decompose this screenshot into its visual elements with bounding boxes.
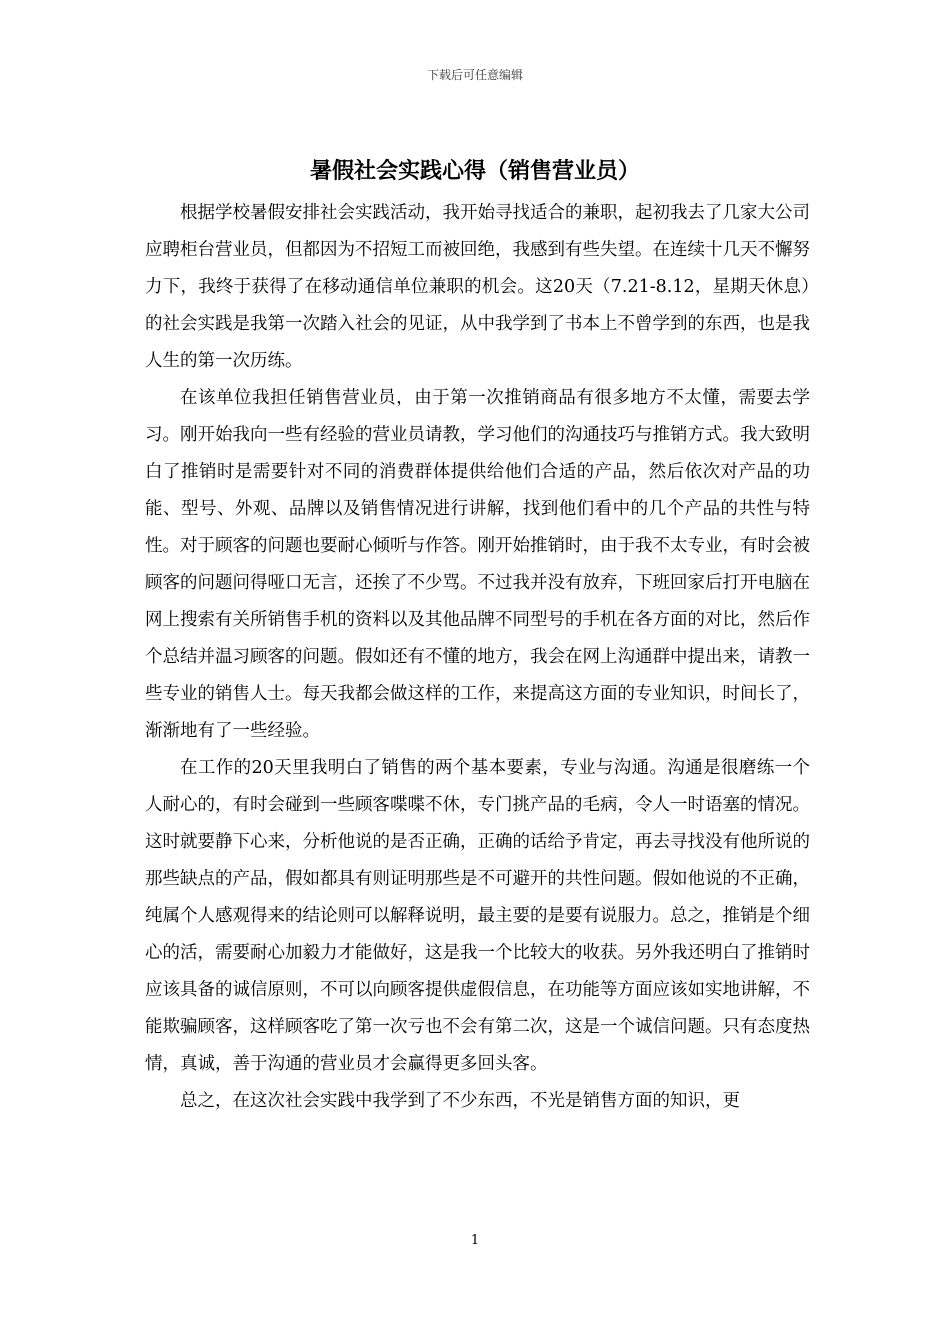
document-title: 暑假社会实践心得（销售营业员） (309, 158, 640, 184)
paragraph: 根据学校暑假安排社会实践活动，我开始寻找适合的兼职，起初我去了几家大公司应聘柜台营业员，但都因为不招短工而被回绝，我感到有些失望。在连续十几天不懈努力下，我终于获得了在移动通信单位兼职的机会。这20天（7.21-8.12，星期天休息）的社会实践是我第一次踏入社会的见证，从中我学到了书本上不曾学到的东西，也是我人生的第一次历练。 (145, 203, 810, 371)
paragraph: 总之，在这次社会实践中我学到了不少东西，不光是销售方面的知识，更 (180, 1091, 740, 1111)
paragraph: 在该单位我担任销售营业员，由于第一次推销商品有很多地方不太懂，需要去学习。刚开始我向一些有经验的营业员请教，学习他们的沟通技巧与推销方式。我大致明白了推销时是需要针对不同的消费群体提供给他们合适的产品，然后依次对产品的功能、型号、外观、品牌以及销售情况进行讲解，找到他们看中的几个产品的共性与特性。对于顾客的问题也要耐心倾听与作答。刚开始推销时，由于我不太专业，有时会被顾客的问题问得哑口无言，还挨了不少骂。不过我并没有放弃，下班回家后打开电脑在网上搜索有关所销售手机的资料以及其他品牌不同型号的手机在各方面的对比，然后作个总结并温习顾客的问题。假如还有不懂的地方，我会在网上沟通群中提出来，请教一些专业的销售人士。每天我都会做这样的工作，来提高这方面的专业知识，时间长了，渐渐地有了一些经验。 (145, 388, 810, 741)
page-number: 1 (470, 1233, 480, 1248)
paragraph: 在工作的20天里我明白了销售的两个基本要素，专业与沟通。沟通是很磨练一个人耐心的，有时会碰到一些顾客喋喋不休，专门挑产品的毛病，令人一时语塞的情况。这时就要静下心来，分析他说的是否正确，正确的话给予肯定，再去寻找没有他所说的那些缺点的产品，假如都具有则证明那些是不可避开的共性问题。假如他说的不正确，纯属个人感观得来的结论则可以解释说明，最主要的是要有说服力。总之，推销是个细心的活，需要耐心加毅力才能做好，这是我一个比较大的收获。另外我还明白了推销时应该具备的诚信原则，不可以向顾客提供虚假信息，在功能等方面应该如实地讲解，不能欺骗顾客，这样顾客吃了第一次亏也不会有第二次，这是一个诚信问题。只有态度热情，真诚，善于沟通的营业员才会赢得更多回头客。 (145, 758, 810, 1074)
document-body (145, 195, 810, 1120)
header-note: 下载后可任意编辑 (426, 68, 523, 82)
